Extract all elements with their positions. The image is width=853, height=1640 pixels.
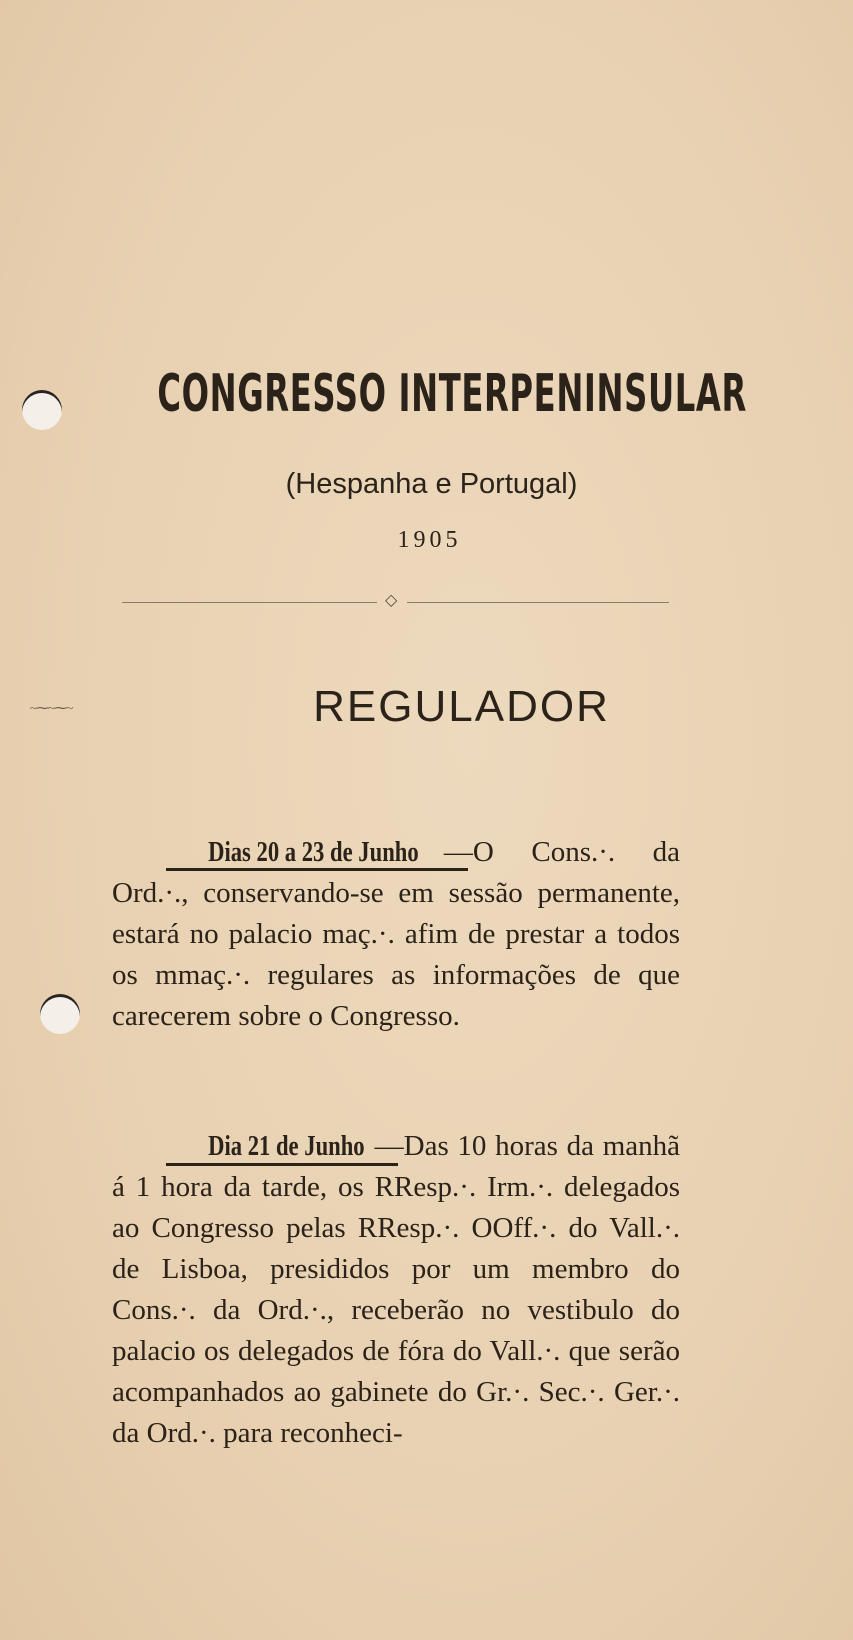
document-subtitle: (Hespanha e Portugal) — [285, 468, 578, 500]
ink-smudge-icon: ~⁓~⁓~ — [30, 700, 73, 715]
paragraph-1-text: —O Cons.·. da Ord.·., conservando-se em sessão permanente, estará no palacio maç.·. afim de prestar a todos os mmaç.·. regulares as informações de que carecerem sobre o Congresso. — [112, 836, 680, 1032]
paragraph-1-lead: Dias 20 a 23 de Junho — [208, 836, 419, 868]
punch-hole — [22, 390, 62, 430]
divider-right — [407, 602, 669, 603]
paragraph-2-underline — [166, 1163, 398, 1166]
punch-hole — [40, 994, 80, 1034]
paragraph-1-underline — [166, 868, 468, 871]
divider-ornament: ◇ — [385, 590, 398, 609]
paragraph-2-lead: Dia 21 de Junho — [208, 1130, 365, 1162]
document-title: CONGRESSO INTERPENINSULAR — [157, 364, 747, 424]
paragraph-2-text: —Das 10 horas da manhã á 1 hora da tarde, os RResp.·. Irm.·. delegados ao Congresso pelas RResp.·. OOff.·. do Vall.·. de Lisboa, presididos por um membro do Cons.·. da Ord.·., receberão no vestibulo do palacio os delegados de fóra do Vall.·. que serão acompanhados ao gabinete do Gr.·. Sec.·. Ger.·. da Ord.·. para reconheci- — [112, 1130, 680, 1449]
document-year: 1905 — [397, 527, 462, 553]
paragraph-1 — [112, 832, 680, 1037]
section-heading: REGULADOR — [313, 682, 610, 731]
paragraph-2 — [112, 1126, 680, 1454]
divider-left — [122, 602, 377, 603]
